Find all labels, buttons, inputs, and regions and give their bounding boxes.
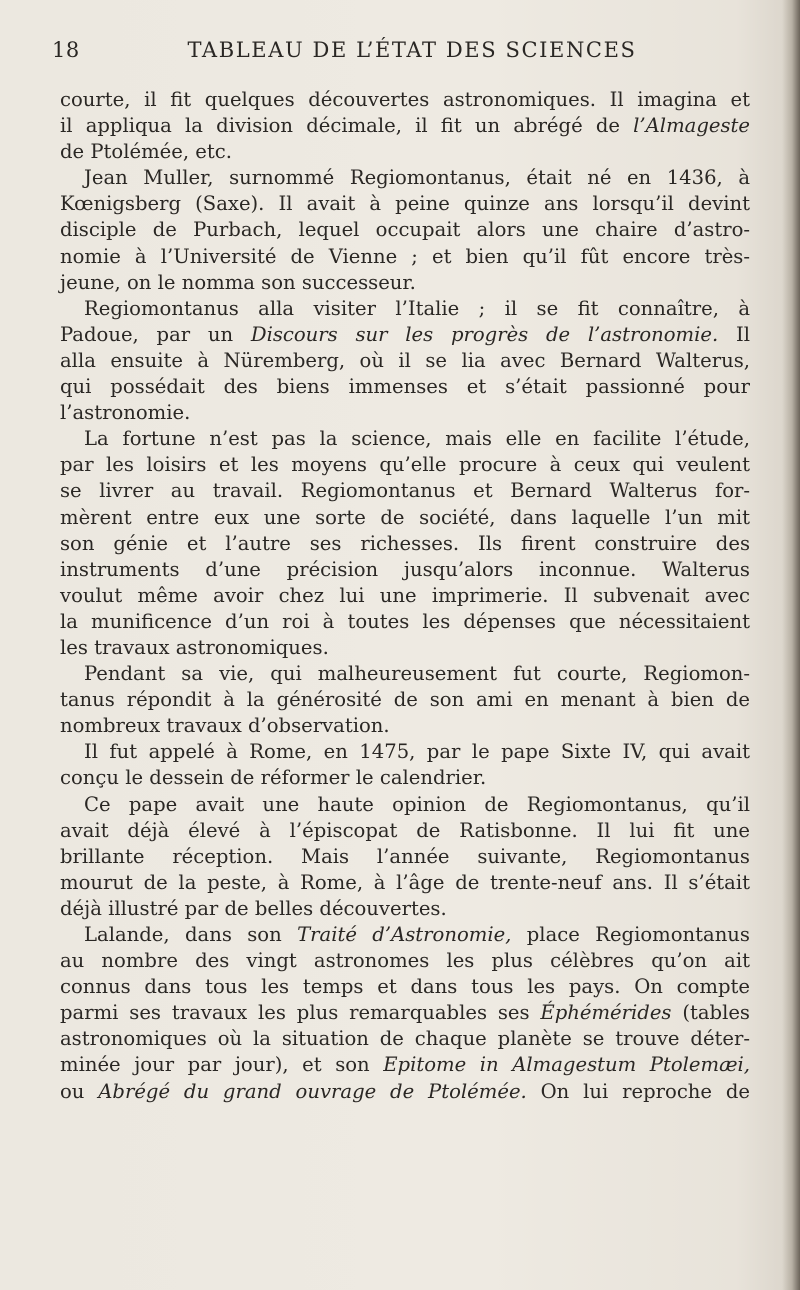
text-line [60,244,750,270]
text-line [60,974,750,1000]
text-line [60,191,750,217]
text-line-content: courte, il fit quelques découvertes astronomiques. Il imagina et [60,88,750,111]
text-line-content: astronomiques où la situation de chaque planète se trouve déter- [60,1027,750,1051]
text-line [60,635,750,661]
text-line-content: il appliqua la division décimale, il fit un abrégé de [60,114,634,138]
text-line-content: son génie et l’autre ses richesses. Ils firent construire des [60,531,750,555]
text-line-content: se livrer au travail. Regiomontanus et Bernard Walterus for- [60,479,750,503]
text-line-content: disciple de Purbach, lequel occupait alors une chaire d’astro- [60,218,750,242]
text-line [60,270,750,296]
text-line-content: parmi ses travaux les plus remarquables ses [60,1001,541,1025]
text-line-content: alla ensuite à Nüremberg, où il se lia avec Bernard Walterus, [60,348,750,372]
text-line-content: qui possédait des biens immenses et s’était passionné pour [60,375,750,399]
text-line-content: déjà illustré par de belles découvertes. [60,896,447,920]
text-line-content: nombreux travaux d’observation. [60,714,390,738]
text-line-content: Pendant sa vie, qui malheureusement fut courte, Regiomon- [84,662,750,686]
text-line [60,478,750,504]
text-line [60,531,750,557]
text-line-content: voulut même avoir chez lui une imprimerie. Il subvenait avec [60,583,750,607]
text-line [60,348,750,374]
text-line [60,713,750,739]
text-line [60,687,750,713]
text-line [60,818,750,844]
text-line-content: Padoue, par un [60,322,251,346]
text-line-content: La fortune n’est pas la science, mais elle en facilite l’étude, [84,427,750,451]
body-text [60,87,750,1105]
text-line [60,1026,750,1052]
text-line-tail: place Regiomontanus [511,923,750,946]
text-line [60,765,750,791]
italic-title: Traité d’Astronomie, [297,923,512,946]
text-line [60,139,750,165]
text-line [60,948,750,974]
italic-title: Epitome in Almagestum Ptolemæi, [383,1053,750,1077]
text-line [60,739,750,765]
text-line [60,322,750,348]
text-line [60,557,750,583]
text-line-content: instruments d’une précision jusqu’alors inconnue. Walterus [60,557,750,581]
text-line [60,583,750,609]
text-line-content: Kœnigsberg (Saxe). Il avait à peine quinze ans lorsqu’il devint [60,192,750,216]
text-line [60,217,750,243]
text-line-content: l’astronomie. [60,401,191,425]
text-line [60,113,750,139]
text-line-content: Jean Muller, surnommé Regiomontanus, était né en 1436, à [84,166,750,190]
text-line-content: les travaux astronomiques. [60,635,329,659]
text-line-content: par les loisirs et les moyens qu’elle procure à ceux qui veulent [60,453,750,477]
text-line-content: connus dans tous les temps et dans tous les pays. On compte [60,975,750,999]
text-line [60,792,750,818]
page-header [52,38,752,78]
text-line-content: ou [60,1079,99,1103]
text-line [60,609,750,635]
text-line [60,661,750,687]
text-line [60,1079,750,1105]
text-line-content: Il fut appelé à Rome, en 1475, par le pape Sixte IV, qui avait [84,740,750,764]
text-line [60,426,750,452]
text-line-content: nomie à l’Université de Vienne ; et bien qu’il fût encore très- [60,244,750,268]
text-line-tail: (tables [671,1001,750,1025]
italic-title: Éphémérides [540,1001,672,1025]
text-line [60,1000,750,1026]
text-line-tail: Il [718,322,750,346]
text-line [60,452,750,478]
italic-title: Discours sur les progrès de l’astronomie. [250,322,719,346]
text-line [60,505,750,531]
text-line-content: minée jour par jour), et son [60,1053,384,1077]
italic-title: Abrégé du grand ouvrage de Ptolémée. [98,1079,527,1103]
text-line-content: la munificence d’un roi à toutes les dépenses que nécessitaient [60,609,750,633]
text-line [60,922,750,948]
text-line-content: avait déjà élevé à l’épiscopat de Ratisbonne. Il lui fit une [60,818,750,842]
text-line [60,1052,750,1078]
text-line-content: Ce pape avait une haute opinion de Regiomontanus, qu’il [84,792,750,816]
text-line [60,165,750,191]
text-line-content: mourut de la peste, à Rome, à l’âge de trente-neuf ans. Il s’était [60,870,750,894]
text-line-content: Lalande, dans son [84,923,298,946]
running-title: TABLEAU DE L’ÉTAT DES SCIENCES [187,38,637,62]
text-line-content: Regiomontanus alla visiter l’Italie ; il se fit connaître, à [84,296,750,320]
text-line-content: au nombre des vingt astronomes les plus célèbres qu’on ait [60,949,750,973]
text-line [60,896,750,922]
text-line [60,400,750,426]
text-line-content: de Ptolémée, etc. [60,140,232,164]
text-line [60,870,750,896]
page-binding-shadow [782,0,800,1290]
page-number: 18 [52,38,80,62]
text-line-content: jeune, on le nomma son successeur. [60,270,416,294]
text-line [60,844,750,870]
text-line [60,374,750,400]
text-line-content: brillante réception. Mais l’année suivante, Regiomontanus [60,844,750,868]
text-line-content: tanus répondit à la générosité de son ami en menant à bien de [60,688,750,712]
text-line-content: conçu le dessein de réformer le calendrier. [60,766,487,790]
text-line [60,296,750,322]
italic-title: l’Almageste [633,114,750,138]
text-line-tail: On lui reproche de [526,1079,750,1103]
text-line-content: mèrent entre eux une sorte de société, dans laquelle l’un mit [60,505,750,529]
text-line [60,87,750,113]
